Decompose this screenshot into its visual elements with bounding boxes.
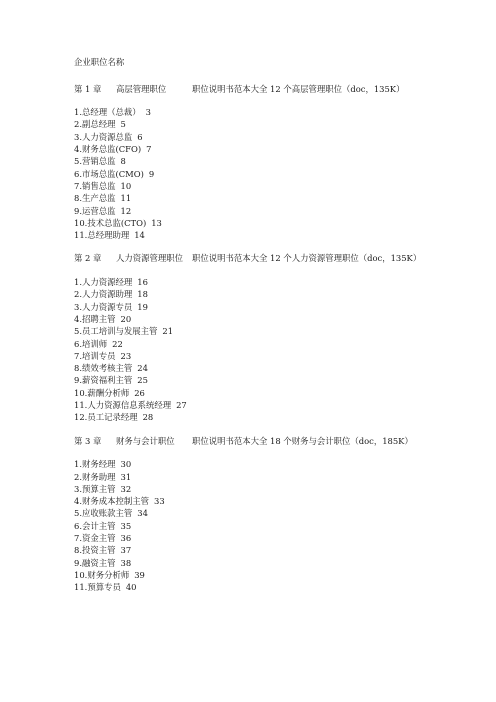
page-number: 11 bbox=[120, 193, 132, 204]
position-title: 8.绩效考核主管 bbox=[74, 363, 133, 374]
page-number: 19 bbox=[137, 301, 148, 312]
position-entry bbox=[74, 131, 474, 143]
page-number: 32 bbox=[120, 483, 132, 494]
position-entry bbox=[74, 495, 474, 507]
position-entry bbox=[74, 168, 474, 180]
position-title: 9.融资主管 bbox=[74, 557, 116, 568]
chapter-number: 第 1 章 bbox=[74, 83, 102, 94]
position-entry bbox=[74, 229, 474, 241]
position-entry bbox=[74, 192, 474, 204]
position-entry bbox=[74, 217, 474, 229]
position-title: 3.人力资源总监 bbox=[74, 131, 133, 142]
position-entry bbox=[74, 458, 474, 470]
position-entry bbox=[74, 143, 474, 155]
position-entry bbox=[74, 338, 474, 350]
position-title: 6.会计主管 bbox=[74, 520, 116, 531]
position-title: 5.营销总监 bbox=[74, 156, 116, 167]
position-entry bbox=[74, 205, 474, 217]
chapter-section bbox=[74, 435, 474, 594]
chapter-section bbox=[74, 252, 474, 423]
position-entry bbox=[74, 387, 474, 399]
page-number: 14 bbox=[134, 230, 145, 241]
position-title: 7.销售总监 bbox=[74, 180, 116, 191]
position-title: 9.薪资福利主管 bbox=[74, 375, 133, 386]
position-entry bbox=[74, 313, 474, 325]
position-title: 10.技术总监(CTO) bbox=[74, 217, 147, 228]
position-title: 3.预算主管 bbox=[74, 483, 116, 494]
page-number: 24 bbox=[137, 363, 148, 374]
position-entry bbox=[74, 507, 474, 519]
position-entry bbox=[74, 399, 474, 411]
page-number: 35 bbox=[120, 520, 132, 531]
page-number: 40 bbox=[125, 582, 137, 593]
page-number: 9 bbox=[148, 168, 155, 179]
chapter-name: 财务与会计职位 bbox=[116, 435, 175, 446]
position-entry bbox=[74, 471, 474, 483]
position-entry bbox=[74, 569, 474, 581]
page-number: 10 bbox=[120, 180, 132, 191]
position-title: 1.财务经理 bbox=[74, 459, 116, 470]
page-number: 25 bbox=[137, 375, 148, 386]
position-entry bbox=[74, 118, 474, 130]
chapter-number: 第 3 章 bbox=[74, 435, 102, 446]
position-title: 12.员工记录经理 bbox=[74, 412, 138, 423]
position-entry bbox=[74, 532, 474, 544]
page-number: 22 bbox=[112, 338, 123, 349]
page-number: 8 bbox=[120, 156, 126, 167]
position-title: 2.副总经理 bbox=[74, 119, 116, 130]
chapter-name: 高层管理职位 bbox=[116, 83, 167, 94]
chapter-name: 人力资源管理职位 bbox=[116, 253, 183, 264]
page-number: 5 bbox=[120, 119, 126, 130]
chapter-description: 职位说明书范本大全 12 个高层管理职位（doc，135K） bbox=[192, 83, 405, 94]
chapter-heading bbox=[74, 435, 474, 448]
position-entry bbox=[74, 276, 474, 288]
page-number: 18 bbox=[137, 289, 148, 300]
position-title: 10.薪酬分析师 bbox=[74, 387, 130, 398]
position-title: 4.招聘主管 bbox=[74, 313, 116, 324]
document-page bbox=[74, 56, 474, 604]
position-entry bbox=[74, 350, 474, 362]
position-title: 7.资金主管 bbox=[74, 532, 116, 543]
chapter-description: 职位说明书范本大全 12 个人力资源管理职位（doc，135K） bbox=[192, 253, 422, 264]
chapter-container bbox=[74, 83, 474, 594]
page-number: 12 bbox=[120, 205, 132, 216]
page-number: 23 bbox=[120, 350, 132, 361]
position-entry bbox=[74, 106, 474, 118]
position-entry bbox=[74, 581, 474, 593]
position-title: 5.应收账款主管 bbox=[74, 508, 133, 519]
position-title: 7.培训专员 bbox=[74, 350, 116, 361]
position-title: 3.人力资源专员 bbox=[74, 301, 133, 312]
page-number: 36 bbox=[120, 532, 132, 543]
page-number: 38 bbox=[120, 557, 132, 568]
position-title: 5.员工培训与发展主管 bbox=[74, 326, 158, 337]
page-number: 20 bbox=[120, 313, 132, 324]
position-entry bbox=[74, 180, 474, 192]
page-number: 39 bbox=[134, 569, 145, 580]
position-entry bbox=[74, 544, 474, 556]
position-title: 11.总经理助理 bbox=[74, 230, 130, 241]
position-title: 9.运营总监 bbox=[74, 205, 116, 216]
page-number: 33 bbox=[154, 496, 165, 507]
position-title: 10.财务分析师 bbox=[74, 569, 130, 580]
position-entry bbox=[74, 520, 474, 532]
position-entry bbox=[74, 301, 474, 313]
position-title: 6.市场总监(CMO) bbox=[74, 168, 144, 179]
position-title: 1.人力资源经理 bbox=[74, 277, 133, 288]
position-list bbox=[74, 458, 474, 593]
chapter-description: 职位说明书范本大全 18 个财务与会计职位（doc，185K） bbox=[192, 435, 413, 446]
page-number: 30 bbox=[120, 459, 132, 470]
position-title: 2.财务助理 bbox=[74, 471, 116, 482]
chapter-number: 第 2 章 bbox=[74, 253, 102, 264]
position-entry bbox=[74, 557, 474, 569]
page-number: 31 bbox=[120, 471, 132, 482]
page-number: 27 bbox=[176, 400, 187, 411]
page-number: 28 bbox=[142, 412, 154, 423]
page-number: 13 bbox=[151, 217, 162, 228]
page-number: 16 bbox=[137, 277, 148, 288]
position-title: 2.人力资源助理 bbox=[74, 289, 133, 300]
page-number: 7 bbox=[146, 144, 152, 155]
position-entry bbox=[74, 288, 474, 300]
position-list bbox=[74, 106, 474, 241]
page-number: 21 bbox=[162, 326, 174, 337]
position-title: 6.培训师 bbox=[74, 338, 108, 349]
page-number: 3 bbox=[145, 107, 151, 118]
position-title: 8.生产总监 bbox=[74, 193, 116, 204]
document-title: 企业职位名称 bbox=[74, 57, 125, 67]
page-number: 26 bbox=[134, 387, 145, 398]
chapter-section bbox=[74, 83, 474, 242]
position-list bbox=[74, 276, 474, 424]
page-number: 6 bbox=[137, 131, 143, 142]
position-entry bbox=[74, 374, 474, 386]
position-entry bbox=[74, 483, 474, 495]
position-title: 4.财务总监(CFO) bbox=[74, 144, 142, 155]
chapter-heading bbox=[74, 83, 474, 96]
position-entry bbox=[74, 155, 474, 167]
position-title: 4.财务成本控制主管 bbox=[74, 496, 149, 507]
position-title: 8.投资主管 bbox=[74, 545, 116, 556]
position-entry bbox=[74, 362, 474, 374]
position-title: 11.预算专员 bbox=[74, 582, 121, 593]
chapter-heading bbox=[74, 252, 474, 265]
position-entry bbox=[74, 411, 474, 423]
position-title: 11.人力资源信息系统经理 bbox=[74, 400, 172, 411]
position-title: 1.总经理（总裁） bbox=[74, 107, 141, 118]
position-entry bbox=[74, 325, 474, 337]
page-number: 34 bbox=[137, 508, 148, 519]
page-number: 37 bbox=[120, 545, 132, 556]
